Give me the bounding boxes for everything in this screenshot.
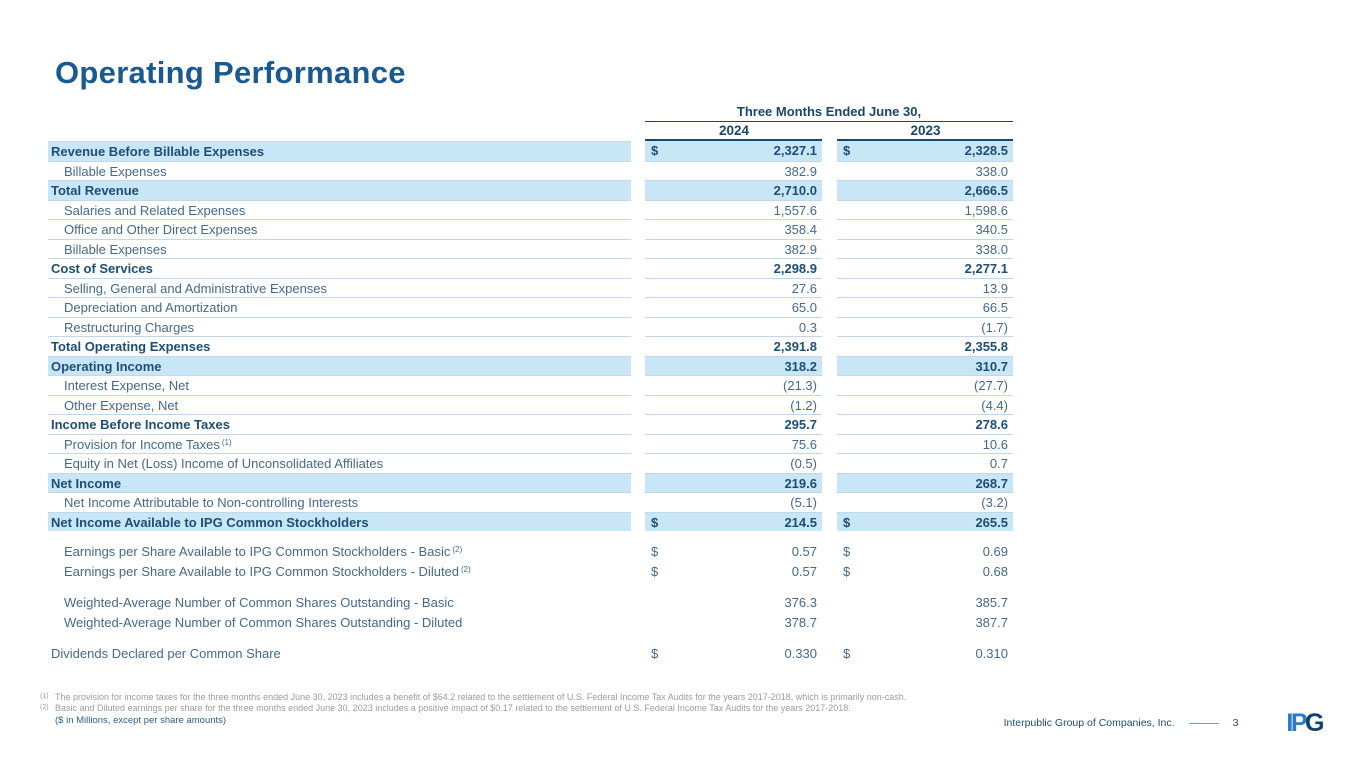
- value-2023: [837, 278, 1013, 298]
- row-label: Net Income: [48, 473, 631, 493]
- footer-divider-line: [1189, 723, 1219, 724]
- table-row: [48, 161, 1013, 181]
- value-2024-amount: 2,391.8: [773, 339, 817, 354]
- row-label: Total Revenue: [48, 180, 631, 200]
- value-2024: [645, 200, 822, 220]
- value-2024-amount: 0.3: [798, 319, 817, 335]
- value-2024: [645, 613, 822, 633]
- value-2024-amount: 0.330: [784, 646, 817, 661]
- row-label: Weighted-Average Number of Common Shares Outstanding - Basic: [64, 595, 454, 610]
- table-row: [48, 395, 1013, 415]
- value-2024-amount: 2,298.9: [773, 261, 817, 276]
- value-2023-amount: 1,598.6: [964, 202, 1008, 218]
- value-2024: [645, 473, 822, 493]
- table-row: [48, 453, 1013, 473]
- value-2023-amount: 10.6: [982, 436, 1008, 452]
- value-2023: [837, 219, 1013, 239]
- table-body: [48, 141, 1013, 531]
- year-header-spacer: [48, 122, 631, 141]
- ipg-logo-ip: IP: [1286, 708, 1306, 737]
- value-2023: [837, 492, 1013, 512]
- table-row: [48, 219, 1013, 239]
- currency-symbol: $: [843, 514, 851, 530]
- value-2023-amount: 265.5: [975, 514, 1008, 530]
- table-row: [48, 473, 1013, 493]
- table-row: [48, 239, 1013, 259]
- value-2023: [837, 317, 1013, 337]
- row-label: Net Income Available to IPG Common Stockholders: [48, 512, 631, 532]
- value-2023: [837, 239, 1013, 259]
- value-2024: [645, 141, 822, 161]
- value-2023-amount: 310.7: [975, 358, 1008, 374]
- value-2024: [645, 434, 822, 454]
- row-label: Earnings per Share Available to IPG Common Stockholders - Diluted $^{(2)}$: [64, 563, 471, 579]
- value-2023: [837, 161, 1013, 181]
- footnotes: [40, 692, 980, 726]
- value-2024: [645, 258, 822, 278]
- row-label: Billable Expenses: [48, 161, 631, 181]
- value-2023-amount: 0.68: [982, 563, 1008, 579]
- currency-symbol: $: [651, 563, 659, 579]
- row-label: Salaries and Related Expenses: [48, 200, 631, 220]
- value-2023: [837, 453, 1013, 473]
- value-2023: [837, 356, 1013, 376]
- year-header-row: [48, 122, 1013, 141]
- table-row: [48, 180, 1013, 200]
- value-2023-amount: 0.69: [982, 544, 1008, 559]
- row-label: Equity in Net (Loss) Income of Unconsolidated Affiliates: [48, 453, 631, 473]
- table-row: [48, 492, 1013, 512]
- per-share-row: [48, 644, 1013, 664]
- value-2023: [837, 613, 1013, 633]
- row-label: Income Before Income Taxes: [48, 414, 631, 434]
- value-2024-amount: 376.3: [784, 595, 817, 610]
- column-header-2023: 2023: [837, 122, 1013, 141]
- value-2024: [645, 239, 822, 259]
- value-2023-amount: 2,355.8: [964, 339, 1008, 354]
- value-2023: [837, 562, 1013, 582]
- row-label: Depreciation and Amortization: [48, 297, 631, 317]
- value-2023: [837, 297, 1013, 317]
- value-2024-amount: 65.0: [791, 300, 817, 315]
- value-2023: [837, 414, 1013, 434]
- value-2024-amount: (5.1): [790, 495, 817, 510]
- value-2024: [645, 356, 822, 376]
- currency-symbol: $: [651, 544, 659, 559]
- currency-symbol: $: [651, 143, 659, 158]
- value-2024-amount: 2,710.0: [773, 183, 817, 198]
- page-title: Operating Performance: [55, 55, 406, 90]
- per-share-row: [48, 542, 1013, 562]
- value-2023: [837, 141, 1013, 161]
- value-2024-amount: 378.7: [784, 614, 817, 630]
- units-note: ($ in Millions, except per share amounts): [55, 715, 227, 726]
- row-label: Dividends Declared per Common Share: [51, 646, 281, 661]
- value-2024: [645, 180, 822, 200]
- footnote-reference: (2): [452, 545, 463, 554]
- value-2023-amount: 278.6: [975, 417, 1008, 432]
- value-2023-amount: (27.7): [974, 378, 1008, 393]
- table-row: [48, 141, 1013, 161]
- value-2024: [645, 562, 822, 582]
- value-2024: [645, 512, 822, 532]
- value-2024-amount: 2,327.1: [773, 143, 817, 158]
- table-row: [48, 356, 1013, 376]
- value-2024: [645, 375, 822, 395]
- value-2023-amount: (1.7): [981, 319, 1008, 335]
- table-row: [48, 297, 1013, 317]
- value-2023-amount: 2,328.5: [964, 143, 1008, 158]
- table-row: [48, 414, 1013, 434]
- table-row: [48, 375, 1013, 395]
- value-2023: [837, 180, 1013, 200]
- value-2024: [645, 278, 822, 298]
- value-2023: [837, 473, 1013, 493]
- value-2023-amount: 340.5: [975, 222, 1008, 237]
- value-2024-amount: 0.57: [791, 563, 817, 579]
- slide-footer: [1004, 710, 1322, 736]
- value-2024-amount: 358.4: [784, 222, 817, 237]
- value-2023: [837, 434, 1013, 454]
- currency-symbol: $: [843, 646, 851, 661]
- value-2023: [837, 375, 1013, 395]
- footnote-1: [40, 692, 980, 703]
- per-share-section: [48, 542, 1013, 664]
- value-2023-amount: (3.2): [981, 495, 1008, 510]
- value-2024-amount: 1,557.6: [773, 202, 817, 218]
- value-2024: [645, 317, 822, 337]
- table-row: [48, 512, 1013, 532]
- row-label: Revenue Before Billable Expenses: [48, 141, 631, 161]
- row-label: Interest Expense, Net: [48, 375, 631, 395]
- value-2023: [837, 336, 1013, 356]
- value-2023: [837, 200, 1013, 220]
- operating-performance-table: [48, 104, 1013, 531]
- footer-company-name: Interpublic Group of Companies, Inc.: [1003, 717, 1175, 729]
- value-2024-amount: 219.6: [784, 475, 817, 491]
- row-label: Total Operating Expenses: [48, 336, 631, 356]
- value-2024-amount: 382.9: [784, 241, 817, 257]
- table-row: [48, 258, 1013, 278]
- footnote-2: [40, 703, 980, 714]
- row-label: Office and Other Direct Expenses: [48, 219, 631, 239]
- value-2023-amount: 13.9: [982, 280, 1008, 296]
- value-2024: [645, 492, 822, 512]
- value-2023-amount: 2,666.5: [964, 183, 1008, 198]
- currency-symbol: $: [651, 514, 659, 530]
- table-row: [48, 336, 1013, 356]
- footnote-2-text: Basic and Diluted earnings per share for the three months ended June 30, 2023 includes a positive impact of $0.17 related to the settlement of U.S. Federal Income Tax Audits for the years 2017-2018.: [55, 703, 851, 713]
- value-2023-amount: 387.7: [975, 614, 1008, 630]
- row-label: Cost of Services: [48, 258, 631, 278]
- value-2024-amount: 382.9: [784, 163, 817, 179]
- ipg-logo-g: G: [1305, 708, 1322, 737]
- value-2023: [837, 593, 1013, 613]
- page-number: 3: [1232, 717, 1239, 729]
- value-2023-amount: 268.7: [975, 475, 1008, 491]
- currency-symbol: $: [843, 544, 851, 559]
- row-label: Other Expense, Net: [48, 395, 631, 415]
- table-row: [48, 317, 1013, 337]
- footnote-reference: (1): [221, 437, 232, 447]
- table-row: [48, 200, 1013, 220]
- value-2024-amount: 214.5: [784, 514, 817, 530]
- value-2023: [837, 258, 1013, 278]
- value-2023-amount: (4.4): [981, 397, 1008, 413]
- currency-symbol: $: [651, 646, 659, 661]
- value-2024: [645, 395, 822, 415]
- value-2023: [837, 542, 1013, 562]
- row-label: Net Income Attributable to Non-controlling Interests: [48, 492, 631, 512]
- value-2024-amount: 75.6: [791, 436, 817, 452]
- footnote-2-marker: (2): [40, 704, 49, 711]
- value-2024-amount: 318.2: [784, 358, 817, 374]
- table-row: [48, 278, 1013, 298]
- per-share-row: [48, 562, 1013, 582]
- value-2023: [837, 395, 1013, 415]
- ipg-logo: [1286, 708, 1322, 737]
- row-label: Billable Expenses: [48, 239, 631, 259]
- value-2024-amount: 27.6: [791, 280, 817, 296]
- row-label: Earnings per Share Available to IPG Common Stockholders - Basic $^{(2)}$: [64, 544, 463, 559]
- column-header-2024: 2024: [645, 122, 822, 141]
- value-2023-amount: 0.310: [975, 646, 1008, 661]
- value-2024: [645, 414, 822, 434]
- value-2024: [645, 644, 822, 664]
- footnote-reference: (2): [461, 564, 471, 574]
- value-2024-amount: 0.57: [791, 544, 817, 559]
- footnote-1-marker: (1): [40, 693, 49, 700]
- value-2024-amount: (21.3): [783, 378, 817, 393]
- value-2023-amount: 0.7: [989, 456, 1008, 471]
- per-share-row: [48, 593, 1013, 613]
- period-header: Three Months Ended June 30,: [645, 104, 1013, 122]
- table-row: [48, 434, 1013, 454]
- value-2024: [645, 593, 822, 613]
- row-label: Restructuring Charges: [48, 317, 631, 337]
- value-2024: [645, 297, 822, 317]
- currency-symbol: $: [843, 143, 851, 158]
- value-2023: [837, 512, 1013, 532]
- value-2024-amount: 295.7: [784, 417, 817, 432]
- value-2024: [645, 219, 822, 239]
- value-2024: [645, 542, 822, 562]
- currency-symbol: $: [843, 563, 851, 579]
- footnote-1-text: The provision for income taxes for the three months ended June 30, 2023 includes a benefit of $64.2 related to the settlement of U.S. Federal Income Tax Audits for the years 2017-2018, which is primarily non-cash.: [55, 692, 907, 702]
- value-2023-amount: 385.7: [975, 595, 1008, 610]
- value-2024: [645, 161, 822, 181]
- value-2024-amount: (1.2): [790, 397, 817, 413]
- value-2024-amount: (0.5): [790, 456, 817, 471]
- value-2024: [645, 336, 822, 356]
- value-2023-amount: 2,277.1: [964, 261, 1008, 276]
- value-2023-amount: 338.0: [975, 163, 1008, 179]
- per-share-row: [48, 613, 1013, 633]
- value-2023-amount: 338.0: [975, 241, 1008, 257]
- row-label: Operating Income: [48, 356, 631, 376]
- value-2024: [645, 453, 822, 473]
- row-label: Provision for Income Taxes $^{(1)}$: [48, 434, 631, 454]
- value-2023-amount: 66.5: [982, 300, 1008, 315]
- row-label: Selling, General and Administrative Expenses: [48, 278, 631, 298]
- value-2023: [837, 644, 1013, 664]
- row-label: Weighted-Average Number of Common Shares Outstanding - Diluted: [64, 614, 463, 630]
